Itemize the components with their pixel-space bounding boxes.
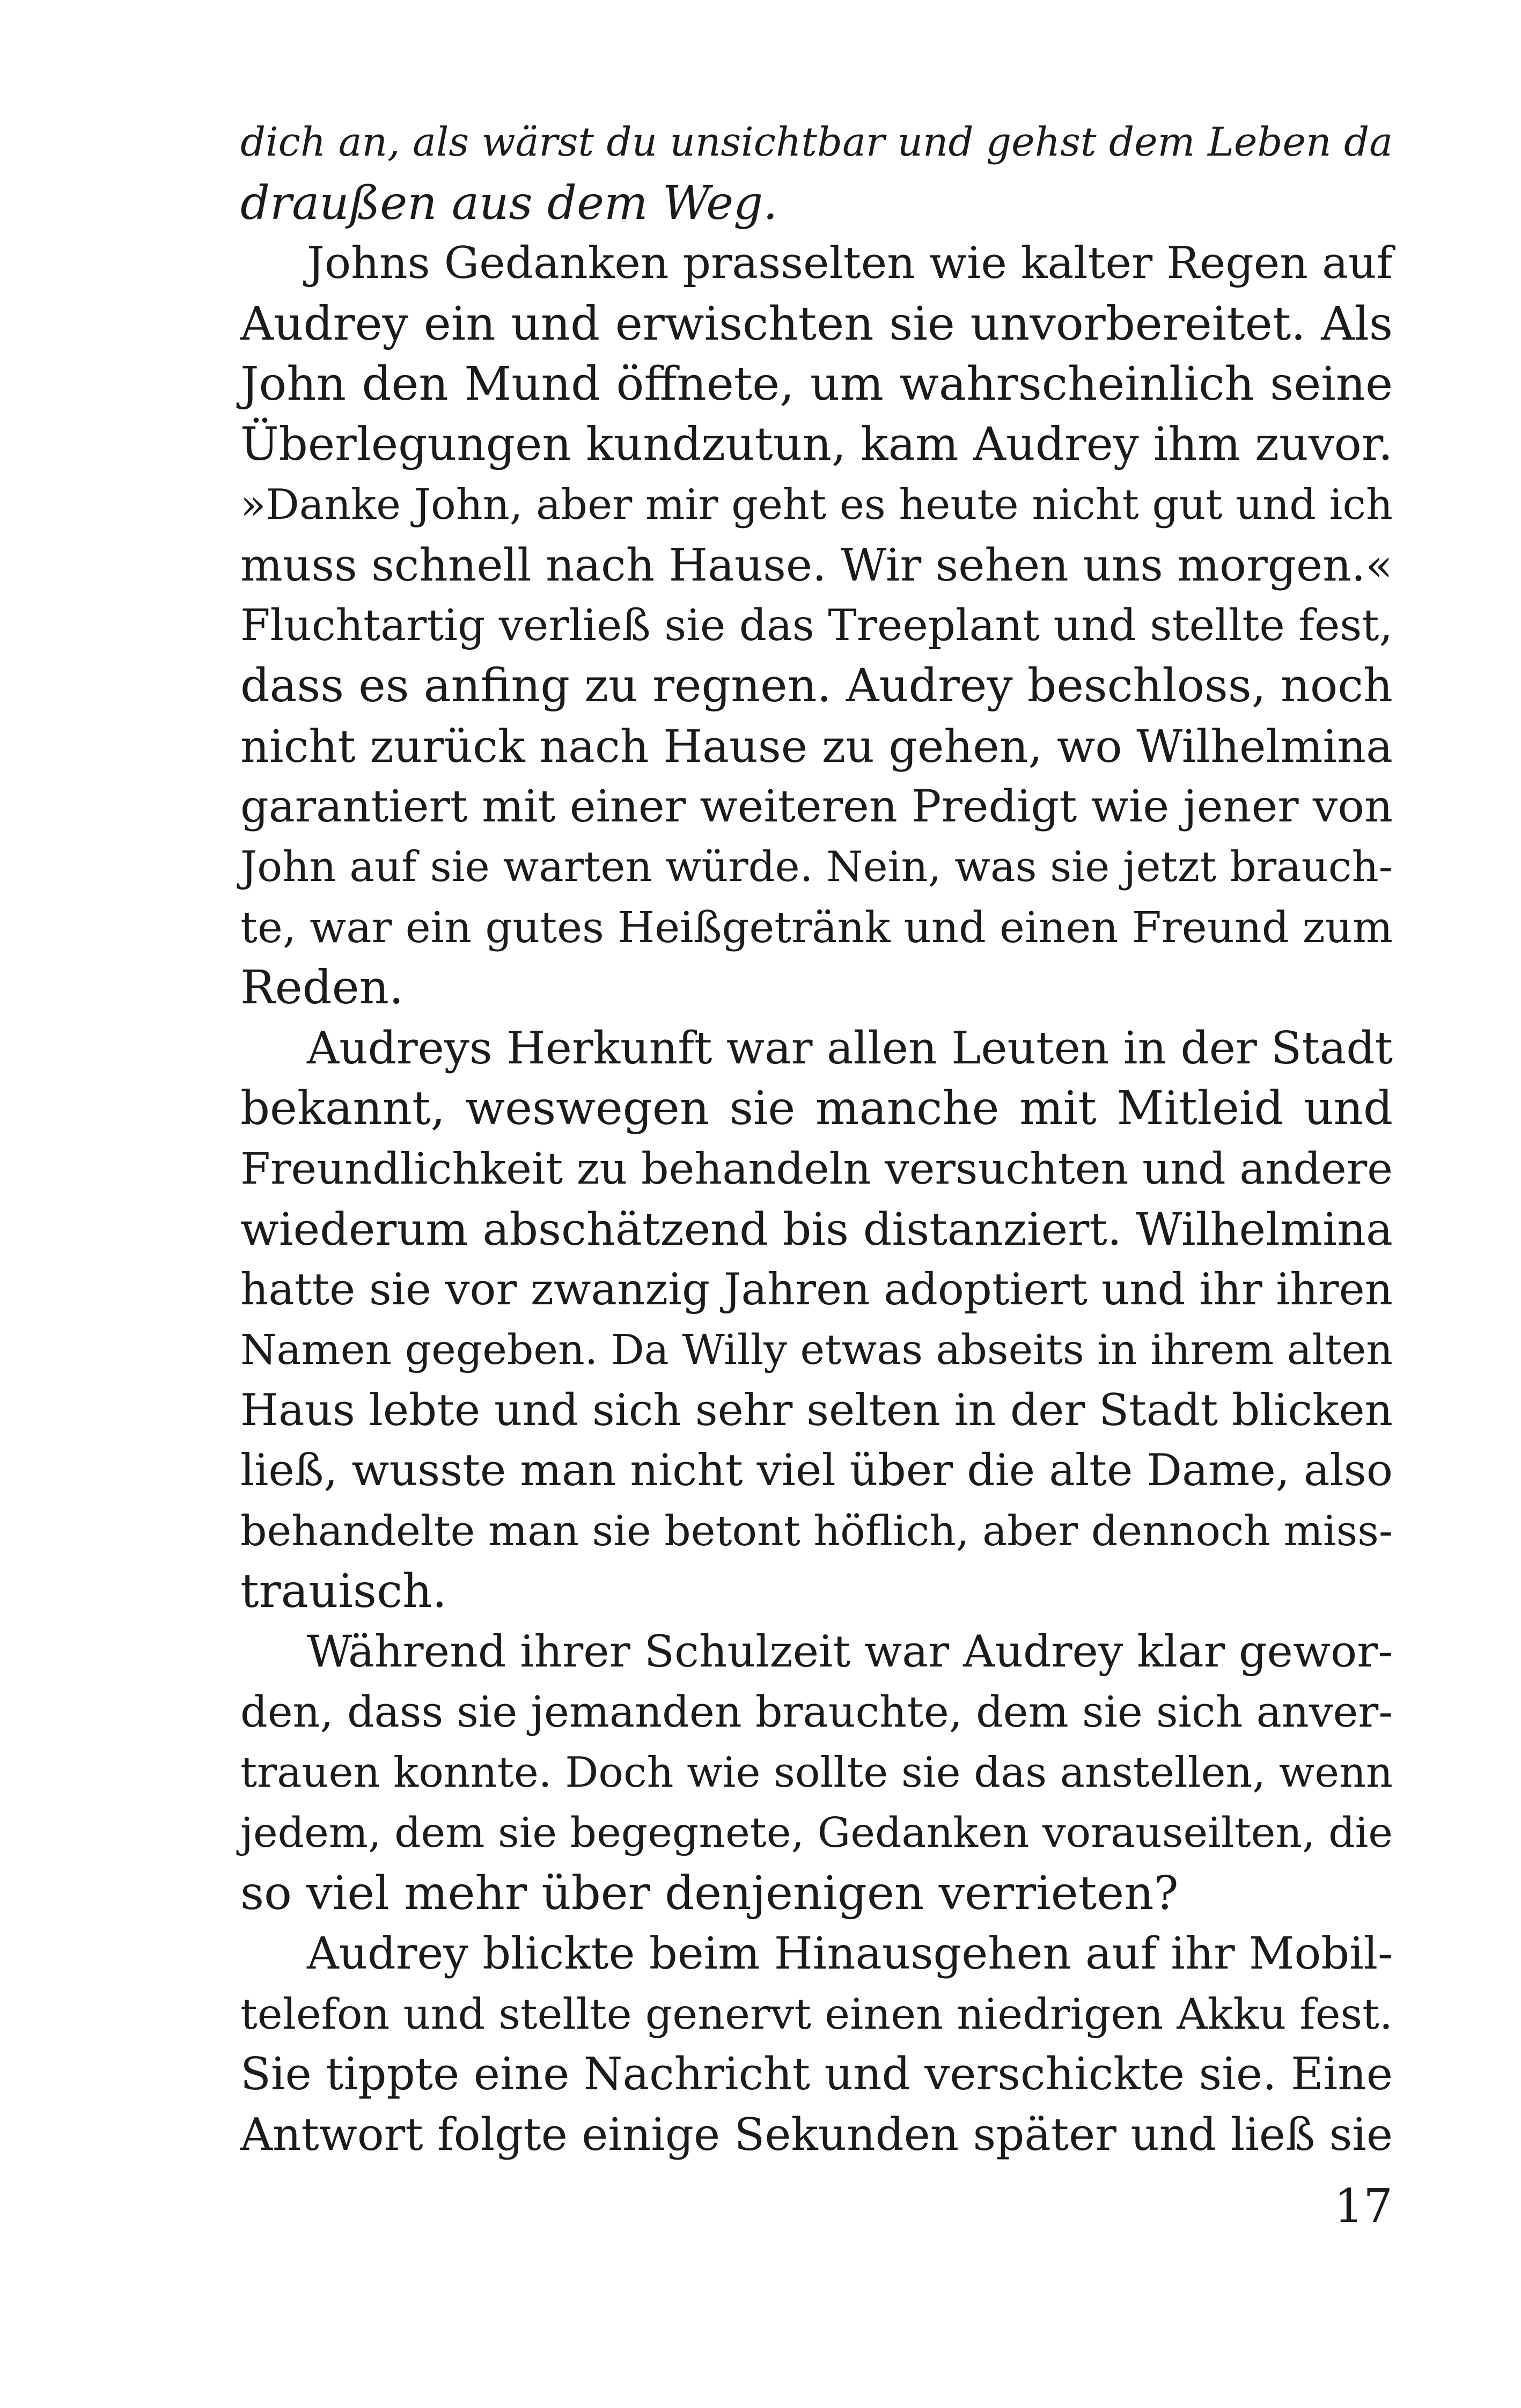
text-line: Fluchtartig verließ sie das Treeplant und stellte fest, xyxy=(240,600,1393,650)
text-line: dich an, als wärst du unsichtbar und gehst dem Leben da xyxy=(240,120,1393,165)
text-line: Audrey ein und erwischten sie unvorbereitet. Als xyxy=(240,297,1393,351)
body-text xyxy=(240,113,1393,2165)
text-line: ließ, wusste man nicht viel über die alte Dame, also xyxy=(240,1445,1393,1496)
text-line: »Danke John, aber mir geht es heute nicht gut und ich xyxy=(240,481,1393,529)
text-line: John den Mund öffnete, um wahrscheinlich seine xyxy=(240,357,1393,411)
text-line: wiederum abschätzend bis distanziert. Wilhelmina xyxy=(240,1203,1393,1256)
text-line: Antwort folgte einige Sekunden später und ließ sie xyxy=(240,2108,1393,2161)
text-line: Sie tippte eine Nachricht und verschickte sie. Eine xyxy=(240,2048,1393,2100)
text-line: bekannt, weswegen sie manche mit Mitleid und xyxy=(240,1082,1393,1135)
text-line: Überlegungen kundzutun, kam Audrey ihm zuvor. xyxy=(240,417,1393,471)
text-line: John auf sie warten würde. Nein, was sie jetzt brauch- xyxy=(240,843,1393,891)
text-line: te, war ein gutes Heißgetränk und einen Freund zum xyxy=(240,902,1393,952)
text-line: dass es anfing zu regnen. Audrey beschloss, noch xyxy=(240,659,1393,713)
text-line: Namen gegeben. Da Willy etwas abseits in ihrem alten xyxy=(240,1326,1393,1374)
text-line: so viel mehr über denjenigen verrieten? xyxy=(240,1866,1179,1920)
text-line: draußen aus dem Weg. xyxy=(240,176,778,230)
text-line: Freundlichkeit zu behandeln versuchten und andere xyxy=(240,1143,1393,1194)
text-line: Während ihrer Schulzeit war Audrey klar gewor- xyxy=(307,1626,1393,1677)
text-line: hatte sie vor zwanzig Jahren adoptiert und ihr ihren xyxy=(240,1264,1393,1315)
text-line: garantiert mit einer weiteren Predigt wie jener von xyxy=(240,781,1393,832)
text-line: den, dass sie jemanden brauchte, dem sie sich anver- xyxy=(240,1687,1393,1737)
page-number: 17 xyxy=(1334,2179,1393,2233)
text-line: telefon und stellte genervt einen niedrigen Akku fest. xyxy=(240,1989,1393,2039)
text-line: Johns Gedanken prasselten wie kalter Regen auf xyxy=(307,238,1393,289)
text-line: Audreys Herkunft war allen Leuten in der Stadt xyxy=(307,1022,1393,1074)
text-line: behandelte man sie betont höflich, aber dennoch miss- xyxy=(240,1507,1393,1555)
text-line: trauisch. xyxy=(240,1565,447,1618)
text-line: Audrey blickte beim Hinausgehen auf ihr Mobil- xyxy=(307,1928,1393,1979)
text-line: jedem, dem sie begegnete, Gedanken vorauseilten, die xyxy=(240,1809,1393,1857)
text-line: Haus lebte und sich sehr selten in der Stadt blicken xyxy=(240,1384,1393,1436)
text-line: trauen konnte. Doch wie sollte sie das anstellen, wenn xyxy=(240,1748,1393,1797)
text-line: Reden. xyxy=(240,961,404,1015)
text-line: muss schnell nach Hause. Wir sehen uns morgen.« xyxy=(240,539,1393,591)
text-line: nicht zurück nach Hause zu gehen, wo Wilhelmina xyxy=(240,720,1393,773)
